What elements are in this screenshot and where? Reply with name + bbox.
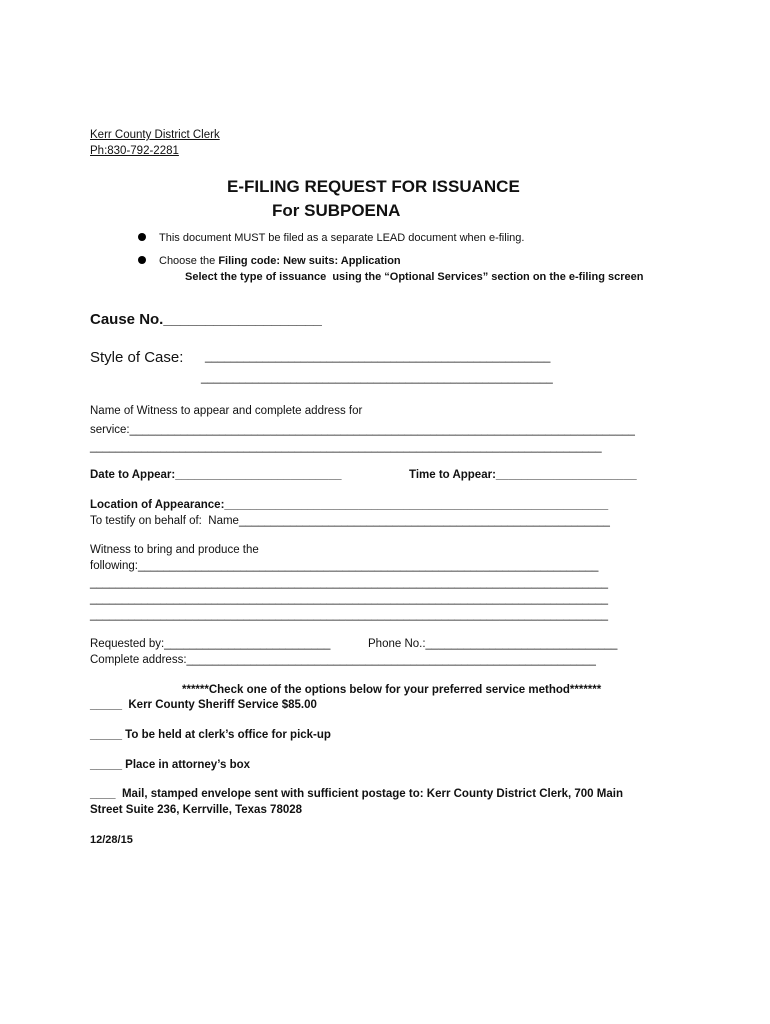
option-sheriff-service[interactable]: _____ Kerr County Sheriff Service $85.00 [90, 699, 317, 711]
option-mail[interactable]: ____ Mail, stamped envelope sent with sufficient postage to: Kerr County District Clerk, 700 Main [90, 788, 623, 800]
option-clerk-pickup[interactable]: _____ To be held at clerk’s office for pick-up [90, 729, 331, 741]
phone-no-field[interactable]: Phone No.:______________________________ [368, 638, 618, 650]
clerk-phone: Ph:830-792-2281 [90, 145, 179, 157]
instruction-filing-code-prefix: Choose the [159, 255, 219, 267]
instruction-lead-document: This document MUST be filed as a separate LEAD document when e-filing. [159, 232, 525, 244]
produce-line[interactable]: _________________________________________________________________________________ [90, 577, 609, 589]
style-of-case-line-1[interactable]: ______________________________________________________ [205, 351, 551, 363]
witness-label: Name of Witness to appear and complete address for [90, 405, 363, 417]
requested-by-field[interactable]: Requested by:__________________________ [90, 638, 331, 650]
bullet-icon [138, 233, 146, 241]
witness-service-field[interactable]: service:_______________________________________________________________________________ [90, 424, 635, 436]
service-method-heading: ******Check one of the options below for your preferred service method******* [182, 684, 602, 696]
date-to-appear-field[interactable]: Date to Appear:__________________________ [90, 469, 342, 481]
time-to-appear-field[interactable]: Time to Appear:______________________ [409, 469, 637, 481]
produce-line[interactable]: _________________________________________________________________________________ [90, 609, 609, 621]
cause-no-field[interactable]: Cause No.___________________ [90, 311, 322, 328]
testify-on-behalf-field[interactable]: To testify on behalf of: Name__________________________________________________________ [90, 515, 610, 527]
witness-address-line[interactable]: ________________________________________________________________________________ [90, 441, 602, 453]
revision-date: 12/28/15 [90, 834, 133, 846]
produce-following-field[interactable]: following:________________________________________________________________________ [90, 560, 599, 572]
option-mail-address: Street Suite 236, Kerrville, Texas 78028 [90, 804, 303, 816]
document-title: E-FILING REQUEST FOR ISSUANCE [227, 177, 520, 196]
instruction-optional-services: Select the type of issuance using the “Optional Services” section on the e-filing screen [185, 271, 644, 283]
option-attorney-box[interactable]: _____ Place in attorney’s box [90, 759, 251, 771]
complete-address-field[interactable]: Complete address:________________________________________________________________ [90, 654, 596, 666]
instruction-filing-code [159, 255, 401, 267]
style-of-case-label: Style of Case: [90, 349, 184, 366]
document-subtitle: For SUBPOENA [272, 201, 401, 220]
produce-line[interactable]: _________________________________________________________________________________ [90, 593, 609, 605]
instruction-filing-code-bold: Filing code: New suits: Application [218, 255, 401, 267]
style-of-case-line-2[interactable]: _______________________________________________________ [201, 372, 553, 384]
clerk-name: Kerr County District Clerk [90, 129, 220, 141]
produce-label: Witness to bring and produce the [90, 544, 259, 556]
location-of-appearance-field[interactable]: Location of Appearance:____________________________________________________________ [90, 499, 609, 511]
bullet-icon [138, 256, 146, 264]
